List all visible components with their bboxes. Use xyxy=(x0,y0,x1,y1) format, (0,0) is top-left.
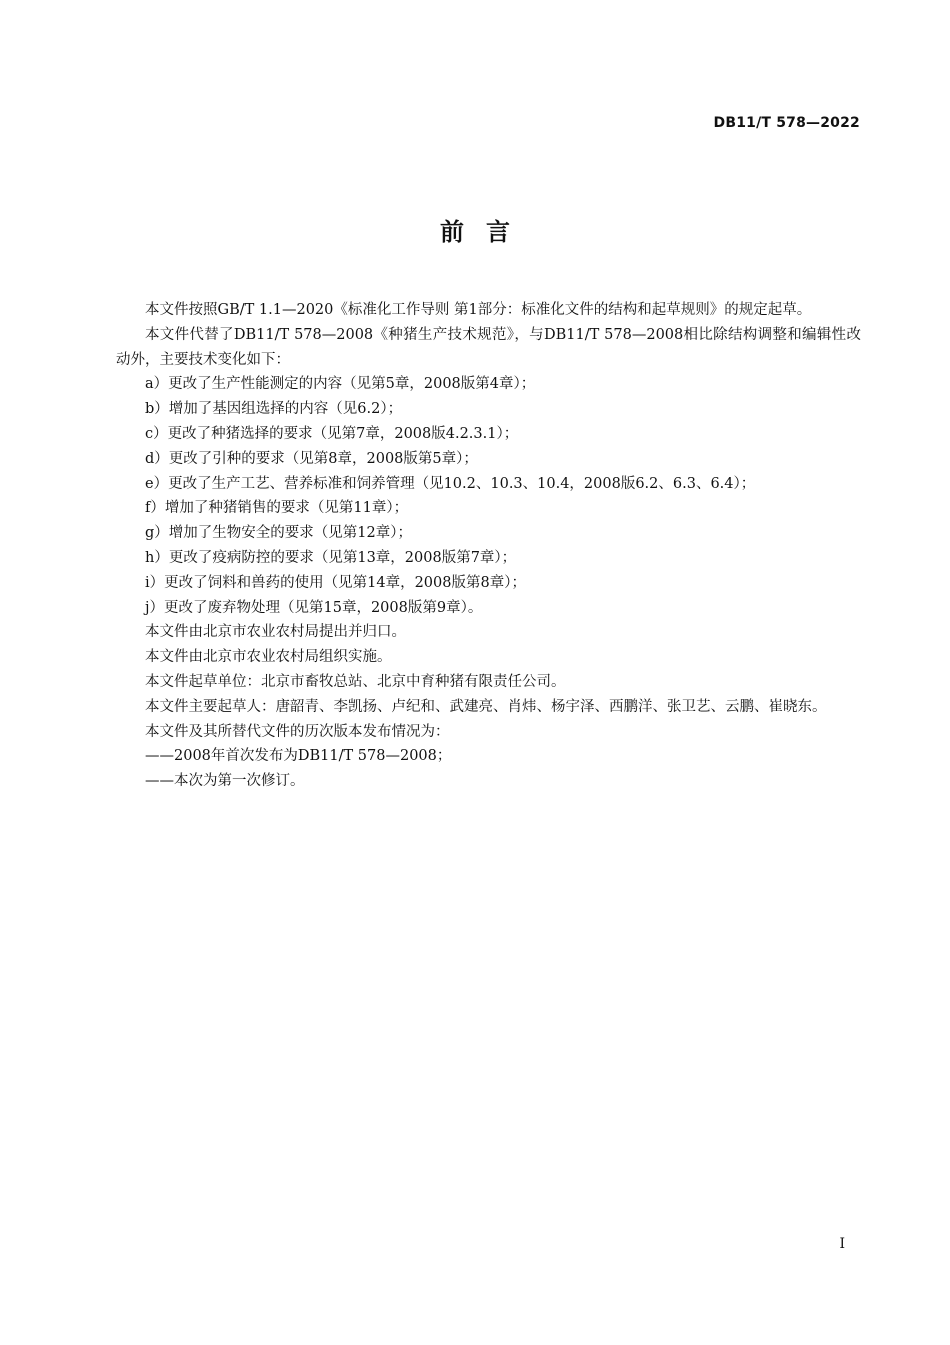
change-item: j）更改了废弃物处理（见第15章，2008版第9章）。 xyxy=(145,599,483,616)
paragraph-drafting-units: 本文件起草单位：北京市畜牧总站、北京中育种猪有限责任公司。 xyxy=(145,673,566,690)
paragraph-proposer: 本文件由北京市农业农村局提出并归口。 xyxy=(145,624,406,641)
paragraph-history-intro: 本文件及其所替代文件的历次版本发布情况为： xyxy=(145,723,450,740)
history-item: ——本次为第一次修订。 xyxy=(145,773,305,790)
document-code: DB11/T 578—2022 xyxy=(713,115,860,131)
paragraph-replacement: 本文件代替了DB11/T 578—2008《种猪生产技术规范》，与DB11/T 578—2008相比除结构调整和编辑性改动外，主要技术变化如下： xyxy=(116,326,861,368)
change-item: e）更改了生产工艺、营养标准和饲养管理（见10.2、10.3、10.4，2008版6.2、6.3、6.4）； xyxy=(145,475,756,492)
change-item: a）更改了生产性能测定的内容（见第5章，2008版第4章）； xyxy=(145,376,536,393)
change-item: d）更改了引种的要求（见第8章，2008版第5章）； xyxy=(145,450,478,467)
paragraph-drafting-basis: 本文件按照GB/T 1.1—2020《标准化工作导则 第1部分：标准化文件的结构和起草规则》的规定起草。 xyxy=(145,302,812,318)
paragraph-drafters: 本文件主要起草人：唐韶青、李凯扬、卢纪和、武建亮、肖炜、杨宇泽、西鹏洋、张卫艺、云鹏、崔晓东。 xyxy=(145,698,827,715)
history-item: ——2008年首次发布为DB11/T 578—2008； xyxy=(145,748,452,765)
change-item: b）增加了基因组选择的内容（见6.2）； xyxy=(145,401,403,418)
change-item: c）更改了种猪选择的要求（见第7章，2008版4.2.3.1）； xyxy=(145,425,519,442)
paragraph-implementer: 本文件由北京市农业农村局组织实施。 xyxy=(145,649,392,666)
change-item: i）更改了饲料和兽药的使用（见第14章，2008版第8章）； xyxy=(145,574,526,591)
page-title: 前言 xyxy=(440,218,532,246)
change-item: h）更改了疫病防控的要求（见第13章，2008版第7章）； xyxy=(145,549,517,566)
page-number: I xyxy=(839,1236,845,1252)
foreword-body xyxy=(116,298,861,794)
change-item: f）增加了种猪销售的要求（见第11章）； xyxy=(145,500,409,517)
change-item: g）增加了生物安全的要求（见第12章）； xyxy=(145,525,412,542)
